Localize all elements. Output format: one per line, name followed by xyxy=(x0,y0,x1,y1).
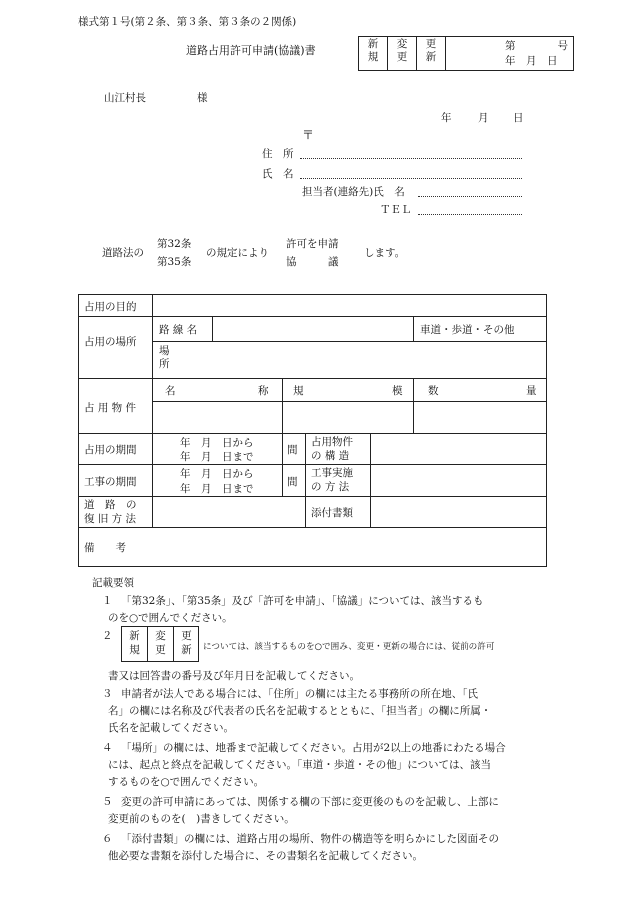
note-3-no: ３ xyxy=(102,688,113,700)
obj-name-head-b: 称 xyxy=(258,385,269,397)
note-5-line-1: 変更の許可申請にあっては、関係する欄の下部に変更後のものを記載し、上部に xyxy=(121,796,499,808)
route-name-field[interactable] xyxy=(213,317,412,341)
note-2-line-2: 書又は回答書の番号及び年月日を記載してください。 xyxy=(108,670,360,682)
statement-lead: 道路法の xyxy=(102,247,144,259)
obj-qty-head-b: 量 xyxy=(526,385,537,397)
article-32[interactable]: 第32条 xyxy=(157,238,192,250)
remarks-label: 備 考 xyxy=(84,542,126,554)
note-2-line-1: については、該当するものを○で囲み、変更・更新の場合には、従前の許可 xyxy=(203,642,495,652)
note-1-no: １ xyxy=(102,595,113,607)
note-2-renew: 更 新 xyxy=(181,630,192,656)
period-from[interactable]: 年 月 日から xyxy=(180,437,254,449)
note-2-new: 新 規 xyxy=(129,630,140,656)
tel-label: ＴＥＬ xyxy=(380,204,412,216)
address-field[interactable] xyxy=(300,158,522,159)
work-between: 間 xyxy=(287,476,298,488)
statement-mid: の規定により xyxy=(206,247,269,259)
work-method-label: 工事実施 の 方 法 xyxy=(311,467,353,493)
note-4-line-3: するものを○で囲んでください。 xyxy=(108,776,265,788)
obj-size-head-b: 模 xyxy=(392,385,403,397)
note-6-line-2: 他必要な書類を添付した場合に、その書類名を記載してください。 xyxy=(108,850,423,862)
form-title: 道路占用許可申請(協議)書 xyxy=(186,44,316,57)
note-3-line-2: 名」の欄には名称及び代表者の氏名を記載するとともに、「担当者」の欄に所属・ xyxy=(108,705,492,717)
article-35[interactable]: 第35条 xyxy=(157,256,192,268)
obj-qty-head-a: 数 xyxy=(428,385,439,397)
addressee-honorific: 様 xyxy=(197,92,208,104)
date-year: 年 xyxy=(441,112,452,124)
obj-name-head-a: 名 xyxy=(165,385,176,397)
note-6-line-1: 「添付書類」の欄には、道路占用の場所、物件の構造等を明らかにした図面その xyxy=(121,833,499,845)
work-method-field[interactable] xyxy=(371,465,546,495)
type-change[interactable]: 変 更 xyxy=(396,38,408,63)
structure-label: 占用物件 の 構 造 xyxy=(311,436,353,462)
postal-mark: 〒 xyxy=(302,128,315,142)
period-to[interactable]: 年 月 日まで xyxy=(180,451,254,463)
note-3-line-3: 氏名を記載してください。 xyxy=(108,722,234,734)
work-period-label: 工事の期間 xyxy=(84,476,137,488)
obj-qty-field[interactable] xyxy=(414,402,546,432)
note-2-change: 変 更 xyxy=(155,630,166,656)
form-number: 様式第１号(第２条、第３条、第３条の２関係) xyxy=(78,16,297,28)
note-4-line-2: には、起点と終点を記載してください。「車道・歩道・その他」については、該当 xyxy=(108,759,492,771)
tel-field[interactable] xyxy=(418,214,522,215)
permit-number-line: 第 号 xyxy=(505,40,568,52)
name-field[interactable] xyxy=(300,178,522,179)
type-new[interactable]: 新 規 xyxy=(367,38,379,63)
obj-name-field[interactable] xyxy=(153,402,281,432)
note-5-no: ５ xyxy=(102,796,113,808)
note-5-line-2: 変更前のものを( )書きしてください。 xyxy=(108,813,295,825)
note-1-line-1: 「第32条」、「第35条」及び「許可を申請」、「協議」については、該当するも xyxy=(121,595,484,607)
restore-label: 道 路 の 復 旧 方 法 xyxy=(84,499,137,525)
object-label: 占 用 物 件 xyxy=(84,402,137,414)
attach-label: 添付書類 xyxy=(311,507,353,519)
work-to[interactable]: 年 月 日まで xyxy=(180,483,254,495)
contact-field[interactable] xyxy=(418,196,522,197)
date-month: 月 xyxy=(478,112,489,124)
note-4-no: ４ xyxy=(102,742,113,754)
obj-size-head-a: 規 xyxy=(293,385,304,397)
date-day: 日 xyxy=(513,112,524,124)
road-type-options[interactable]: 車道・歩道・その他 xyxy=(420,324,515,336)
note-3-line-1: 申請者が法人である場合には、「住所」の欄には主たる事務所の所在地、「氏 xyxy=(121,688,478,700)
period-between: 間 xyxy=(287,444,298,456)
place-label: 占用の場所 xyxy=(84,336,137,348)
period-label: 占用の期間 xyxy=(84,444,137,456)
note-4-line-1: 「場所」の欄には、地番まで記載してください。占用が2以上の地番にわたる場合 xyxy=(121,742,506,754)
work-from[interactable]: 年 月 日から xyxy=(180,468,254,480)
note-1-line-2: のを○で囲んでください。 xyxy=(108,612,233,624)
purpose-field[interactable] xyxy=(153,295,546,316)
statement-end: します。 xyxy=(364,247,406,259)
attach-field[interactable] xyxy=(371,497,546,526)
place-field[interactable] xyxy=(180,342,546,377)
place-sub-label: 場 所 xyxy=(159,345,170,370)
name-label: 氏 名 xyxy=(262,168,294,180)
obj-size-field[interactable] xyxy=(283,402,412,432)
option-apply[interactable]: 許可を申請 xyxy=(286,238,339,250)
purpose-label: 占用の目的 xyxy=(84,301,137,313)
structure-field[interactable] xyxy=(371,434,546,464)
notes-heading: 記載要領 xyxy=(92,577,134,589)
addressee-name: 山江村長 xyxy=(104,92,146,104)
route-name-label: 路 線 名 xyxy=(159,324,198,336)
note-2-no: ２ xyxy=(102,630,113,642)
restore-field[interactable] xyxy=(153,497,304,526)
contact-label: 担当者(連絡先)氏 名 xyxy=(302,186,405,198)
type-renew[interactable]: 更 新 xyxy=(425,38,437,63)
permit-date-line: 年 月 日 xyxy=(505,55,558,67)
option-consult[interactable]: 協 議 xyxy=(286,256,339,268)
remarks-field[interactable] xyxy=(153,528,546,566)
note-6-no: ６ xyxy=(102,833,113,845)
address-label: 住 所 xyxy=(262,148,294,160)
